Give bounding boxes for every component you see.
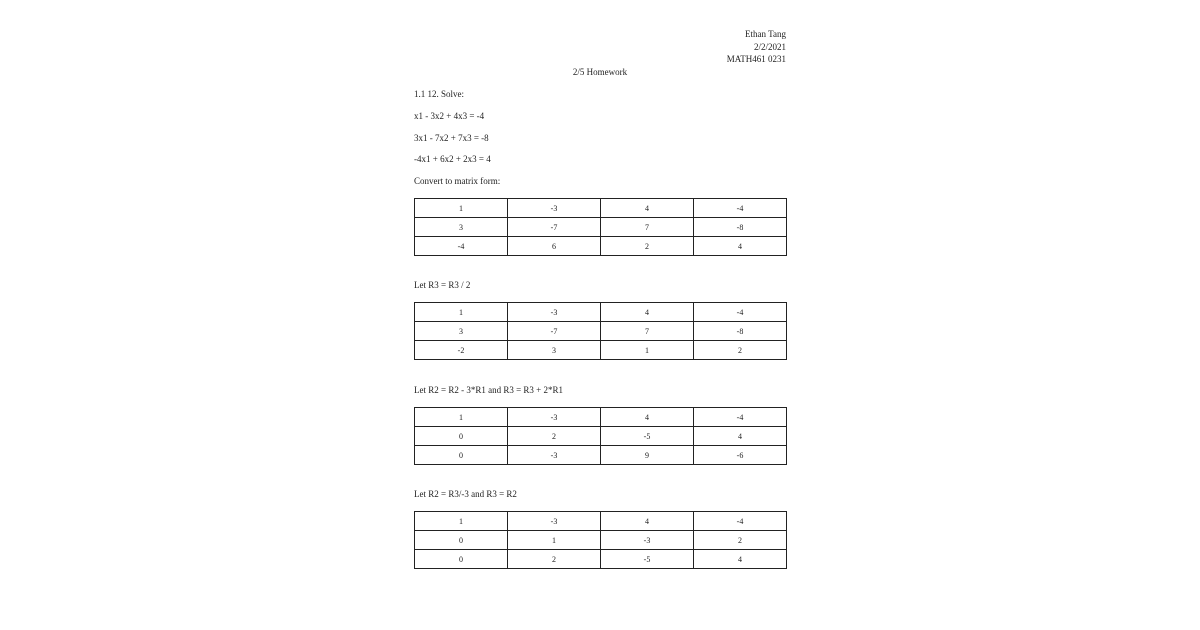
matrix-cell: 1 xyxy=(415,303,508,322)
author-date: 2/2/2021 xyxy=(753,41,786,52)
matrix-row xyxy=(415,408,787,427)
matrix-cell: 9 xyxy=(601,446,694,465)
course-code: MATH461 0231 xyxy=(726,54,786,64)
matrix-cell: -8 xyxy=(694,218,787,237)
matrix-cell: -4 xyxy=(694,512,787,531)
matrix-cell: -7 xyxy=(508,218,601,237)
matrix-cell: -5 xyxy=(601,550,694,569)
matrix-cell: 4 xyxy=(601,512,694,531)
matrix-cell: -3 xyxy=(508,199,601,218)
matrix-row xyxy=(415,341,787,360)
matrix-row xyxy=(415,322,787,341)
matrix-cell: 2 xyxy=(508,550,601,569)
matrix-row xyxy=(415,303,787,322)
author-header xyxy=(727,28,786,66)
matrix-cell: 4 xyxy=(601,199,694,218)
matrix-row xyxy=(415,512,787,531)
author-name: Ethan Tang xyxy=(745,29,786,39)
matrix-cell: 1 xyxy=(601,341,694,360)
step-label-2: Let R3 = R3 / 2 xyxy=(414,280,471,290)
matrix-cell: 2 xyxy=(694,341,787,360)
matrix-cell: 3 xyxy=(415,218,508,237)
matrix-row xyxy=(415,237,787,256)
matrix-cell: -3 xyxy=(508,446,601,465)
matrix-cell: 1 xyxy=(508,531,601,550)
matrix-cell: 0 xyxy=(415,550,508,569)
matrix-cell: -3 xyxy=(508,408,601,427)
matrix-cell: -4 xyxy=(694,303,787,322)
matrix-cell: 0 xyxy=(415,427,508,446)
problem-heading: 1.1 12. Solve: xyxy=(414,89,465,99)
matrix-cell: 7 xyxy=(601,218,694,237)
matrix-row xyxy=(415,531,787,550)
matrix-cell: -8 xyxy=(694,322,787,341)
matrix-row xyxy=(415,427,787,446)
matrix-cell: -6 xyxy=(694,446,787,465)
matrix-cell: -3 xyxy=(508,303,601,322)
matrix-cell: -5 xyxy=(601,427,694,446)
matrix-row xyxy=(415,446,787,465)
matrix-cell: 4 xyxy=(694,237,787,256)
matrix-cell: 6 xyxy=(508,237,601,256)
matrix-cell: -4 xyxy=(415,237,508,256)
matrix-cell: -3 xyxy=(508,512,601,531)
matrix-cell: -4 xyxy=(694,408,787,427)
matrix-initial xyxy=(414,198,787,256)
matrix-cell: -7 xyxy=(508,322,601,341)
matrix-cell: 0 xyxy=(415,531,508,550)
equation-2: 3x1 - 7x2 + 7x3 = -8 xyxy=(414,133,489,143)
matrix-cell: 0 xyxy=(415,446,508,465)
matrix-row xyxy=(415,199,787,218)
matrix-cell: 7 xyxy=(601,322,694,341)
matrix-row xyxy=(415,218,787,237)
convert-instruction: Convert to matrix form: xyxy=(414,176,501,186)
matrix-cell: 2 xyxy=(508,427,601,446)
matrix-step-2 xyxy=(414,302,787,360)
matrix-step-3 xyxy=(414,407,787,465)
matrix-cell: 4 xyxy=(601,303,694,322)
step-label-3: Let R2 = R2 - 3*R1 and R3 = R3 + 2*R1 xyxy=(414,385,563,395)
matrix-cell: 2 xyxy=(694,531,787,550)
matrix-cell: 4 xyxy=(694,427,787,446)
matrix-cell: 1 xyxy=(415,512,508,531)
matrix-cell: 1 xyxy=(415,199,508,218)
matrix-cell: 2 xyxy=(601,237,694,256)
equation-1: x1 - 3x2 + 4x3 = -4 xyxy=(414,111,485,121)
matrix-cell: -3 xyxy=(601,531,694,550)
matrix-cell: -2 xyxy=(415,341,508,360)
matrix-row xyxy=(415,550,787,569)
document-title: 2/5 Homework xyxy=(572,67,628,77)
matrix-cell: 4 xyxy=(601,408,694,427)
step-label-4: Let R2 = R3/-3 and R3 = R2 xyxy=(414,489,517,499)
equation-3: -4x1 + 6x2 + 2x3 = 4 xyxy=(414,154,491,164)
matrix-cell: 4 xyxy=(694,550,787,569)
matrix-cell: -4 xyxy=(694,199,787,218)
matrix-cell: 3 xyxy=(415,322,508,341)
matrix-step-4 xyxy=(414,511,787,569)
matrix-cell: 1 xyxy=(415,408,508,427)
matrix-cell: 3 xyxy=(508,341,601,360)
